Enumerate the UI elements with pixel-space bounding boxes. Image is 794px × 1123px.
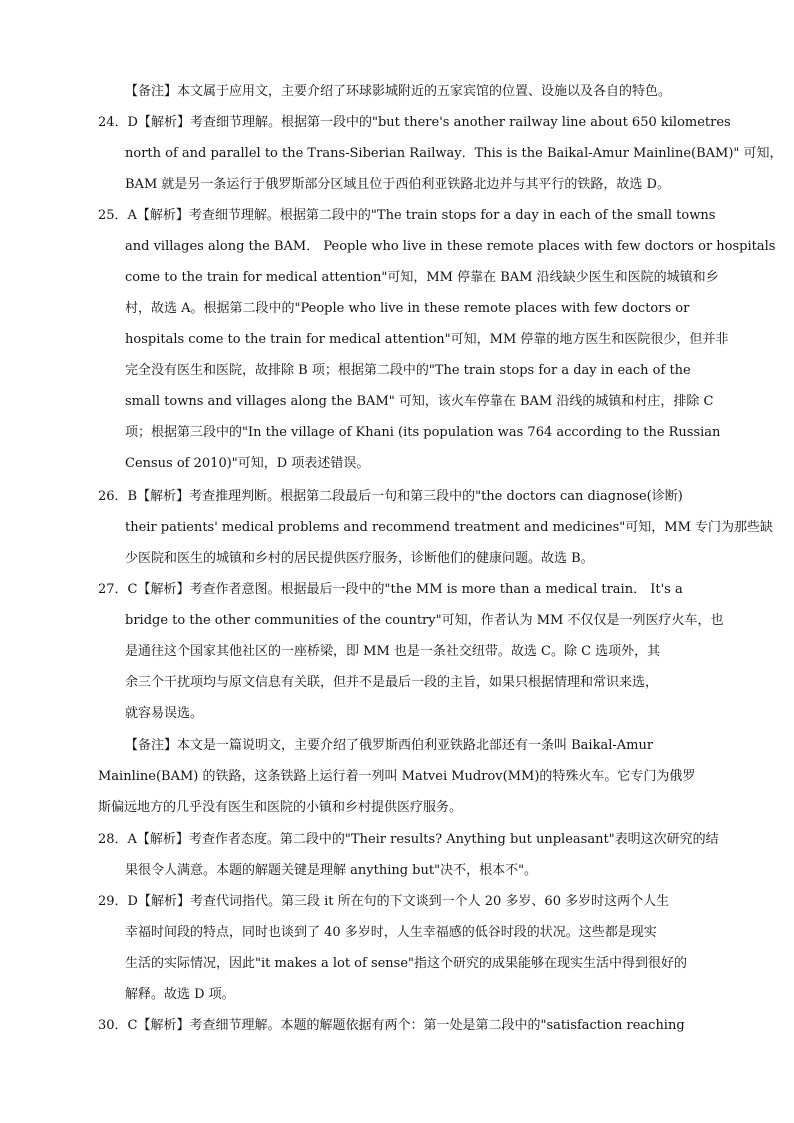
answer-25-line-7: small towns and villages along the BAM" 可知，该火车停靠在 BAM 沿线的城镇和村庄，排除 C bbox=[125, 394, 714, 409]
answer-24-line-1: 24．D【解析】考查细节理解。根据第一段中的"but there's another railway line about 650 kilometres bbox=[98, 115, 731, 130]
answer-24-line-3: BAM 就是另一条运行于俄罗斯部分区域且位于西伯利亚铁路北边并与其平行的铁路，故选 D。 bbox=[125, 177, 670, 192]
answer-26-line-2: their patients' medical problems and recommend treatment and medicines"可知，MM 专门为那些缺 bbox=[125, 520, 774, 535]
answer-27-line-5: 就容易误选。 bbox=[125, 706, 204, 721]
answer-25-line-6: 完全没有医生和医院，故排除 B 项；根据第二段中的"The train stops for a day in each of the bbox=[125, 363, 691, 378]
answer-28-line-1: 28．A【解析】考查作者态度。第二段中的"Their results? Anything but unpleasant"表明这次研究的结 bbox=[98, 832, 719, 847]
answer-30-line-1: 30．C【解析】考查细节理解。本题的解题依据有两个：第一处是第二段中的"satisfaction reaching bbox=[98, 1018, 685, 1033]
answer-28-line-2: 果很令人满意。本题的解题关键是理解 anything but"决不，根本不"。 bbox=[125, 863, 538, 878]
answer-25-line-2: and villages along the BAM． People who live in these remote places with few doctors or hospitals bbox=[125, 239, 776, 254]
answer-24-line-2: north of and parallel to the Trans-Siberian Railway．This is the Baikal-Amur Mainline(BAM)" 可知， bbox=[125, 146, 783, 161]
answer-25-line-9: Census of 2010)"可知，D 项表述错误。 bbox=[125, 456, 370, 471]
answer-29-line-2: 幸福时间段的特点，同时也谈到了 40 多岁时，人生幸福感的低谷时段的状况。这些都是现实 bbox=[125, 925, 657, 940]
answer-27-line-3: 是通往这个国家其他社区的一座桥梁，即 MM 也是一条社交纽带。故选 C。除 C 选项外，其 bbox=[125, 644, 661, 659]
answer-27-line-1: 27．C【解析】考查作者意图。根据最后一段中的"the MM is more than a medical train． It's a bbox=[98, 582, 683, 597]
note2-line-1: 【备注】本文是一篇说明文，主要介绍了俄罗斯西伯利亚铁路北部还有一条叫 Baikal-Amur bbox=[125, 738, 654, 753]
answer-29-line-3: 生活的实际情况，因此"it makes a lot of sense"指这个研究的成果能够在现实生活中得到很好的 bbox=[125, 956, 688, 971]
answer-26-line-3: 少医院和医生的城镇和乡村的居民提供医疗服务，诊断他们的健康问题。故选 B。 bbox=[125, 551, 594, 566]
answer-25-line-4: 村，故选 A。根据第二段中的"People who live in these remote places with few doctors or bbox=[125, 301, 690, 316]
note-line-1: 【备注】本文属于应用文，主要介绍了环球影城附近的五家宾馆的位置、设施以及各自的特色。 bbox=[125, 84, 672, 99]
note2-line-3: 斯偏远地方的几乎没有医生和医院的小镇和乡村提供医疗服务。 bbox=[98, 800, 463, 815]
answer-25-line-5: hospitals come to the train for medical attention"可知，MM 停靠的地方医生和医院很少，但并非 bbox=[125, 332, 729, 347]
answer-26-line-1: 26．B【解析】考查推理判断。根据第二段最后一句和第三段中的"the doctors can diagnose(诊断) bbox=[98, 489, 683, 504]
note2-line-2: Mainline(BAM) 的铁路，这条铁路上运行着一列叫 Matvei Mudrov(MM)的特殊火车。它专门为俄罗 bbox=[98, 769, 696, 784]
answer-25-line-8: 项；根据第三段中的"In the village of Khani (its population was 764 according to the Russian bbox=[125, 425, 721, 440]
answer-25-line-1: 25．A【解析】考查细节理解。根据第二段中的"The train stops for a day in each of the small towns bbox=[98, 208, 716, 223]
answer-29-line-4: 解释。故选 D 项。 bbox=[125, 987, 235, 1002]
answer-27-line-2: bridge to the other communities of the country"可知，作者认为 MM 不仅仅是一列医疗火车，也 bbox=[125, 613, 724, 628]
answer-27-line-4: 余三个干扰项均与原文信息有关联，但并不是最后一段的主旨，如果只根据情理和常识来选， bbox=[125, 675, 659, 690]
answer-25-line-3: come to the train for medical attention"可知，MM 停靠在 BAM 沿线缺少医生和医院的城镇和乡 bbox=[125, 270, 719, 285]
answer-29-line-1: 29．D【解析】考查代词指代。第三段 it 所在句的下文谈到一个人 20 多岁、60 多岁时这两个人生 bbox=[98, 894, 670, 909]
